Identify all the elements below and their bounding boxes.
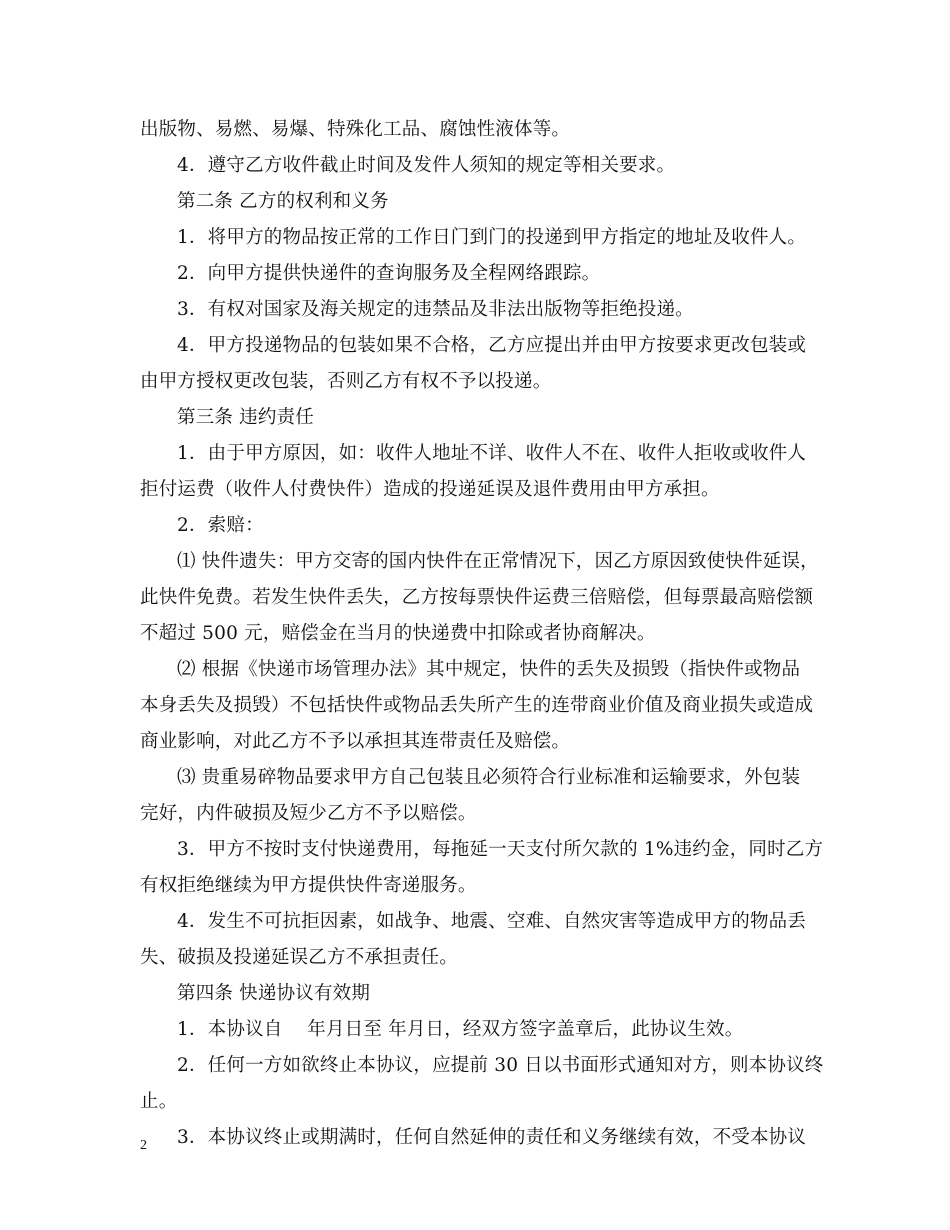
text-line: 4．遵守乙方收件截止时间及发件人须知的规定等相关要求。 xyxy=(177,155,676,176)
text-line: 3．本协议终止或期满时，任何自然延伸的责任和义务继续有效，不受本协议 xyxy=(177,1127,807,1148)
text-line: 失、破损及投递延误乙方不承担责任。 xyxy=(140,947,458,968)
text-line: 1．由于甲方原因，如：收件人地址不详、收件人不在、收件人拒收或收件人 xyxy=(177,443,807,464)
text-line: 2．任何一方如欲终止本协议，应提前 30 日以书面形式通知对方，则本协议终 xyxy=(177,1055,824,1076)
text-line: 不超过 500 元，赔偿金在当月的快递费中扣除或者协商解决。 xyxy=(140,623,656,644)
text-line: 2．索赔： xyxy=(177,515,264,536)
text-line: 4．发生不可抗拒因素，如战争、地震、空难、自然灾害等造成甲方的物品丢 xyxy=(177,911,807,932)
text-line: 1．将甲方的物品按正常的工作日门到门的投递到甲方指定的地址及收件人。 xyxy=(177,227,807,248)
text-line: 1．本协议自 年月日至 年月日，经双方签字盖章后，此协议生效。 xyxy=(177,1019,744,1040)
text-line: 出版物、易燃、易爆、特殊化工品、腐蚀性液体等。 xyxy=(140,119,571,140)
text-line: 止。 xyxy=(140,1091,178,1112)
text-line: ⑴ 快件遗失：甲方交寄的国内快件在正常情况下，因乙方原因致使快件延误， xyxy=(177,551,819,572)
text-line: 由甲方授权更改包装，否则乙方有权不予以投递。 xyxy=(140,371,552,392)
text-line: 第四条 快递协议有效期 xyxy=(177,983,371,1004)
page-number: 2 xyxy=(140,1138,147,1153)
text-line: 4．甲方投递物品的包装如果不合格，乙方应提出并由甲方按要求更改包装或 xyxy=(177,335,807,356)
text-line: ⑶ 贵重易碎物品要求甲方自己包装且必须符合行业标准和运输要求，外包装 xyxy=(177,767,801,788)
text-line: 第三条 违约责任 xyxy=(177,407,314,428)
text-line: 完好，内件破损及短少乙方不予以赔偿。 xyxy=(140,803,477,824)
document-body xyxy=(140,112,824,1156)
text-line: 3．甲方不按时支付快递费用，每拖延一天支付所欠款的 1%违约金，同时乙方 xyxy=(177,839,824,860)
text-line: 本身丢失及损毁）不包括快件或物品丢失所产生的连带商业价值及商业损失或造成 xyxy=(140,695,814,716)
text-line: 拒付运费（收件人付费快件）造成的投递延误及退件费用由甲方承担。 xyxy=(140,479,720,500)
text-line: 有权拒绝继续为甲方提供快件寄递服务。 xyxy=(140,875,477,896)
text-line: 第二条 乙方的权利和义务 xyxy=(177,191,389,212)
text-line: 商业影响，对此乙方不予以承担其连带责任及赔偿。 xyxy=(140,731,571,752)
text-line: 3．有权对国家及海关规定的违禁品及非法出版物等拒绝投递。 xyxy=(177,299,694,320)
text-line: 此快件免费。若发生快件丢失，乙方按每票快件运费三倍赔偿，但每票最高赔偿额 xyxy=(140,587,814,608)
text-line: ⑵ 根据《快递市场管理办法》其中规定，快件的丢失及损毁（指快件或物品 xyxy=(177,659,801,680)
text-line: 2．向甲方提供快递件的查询服务及全程网络跟踪。 xyxy=(177,263,601,284)
